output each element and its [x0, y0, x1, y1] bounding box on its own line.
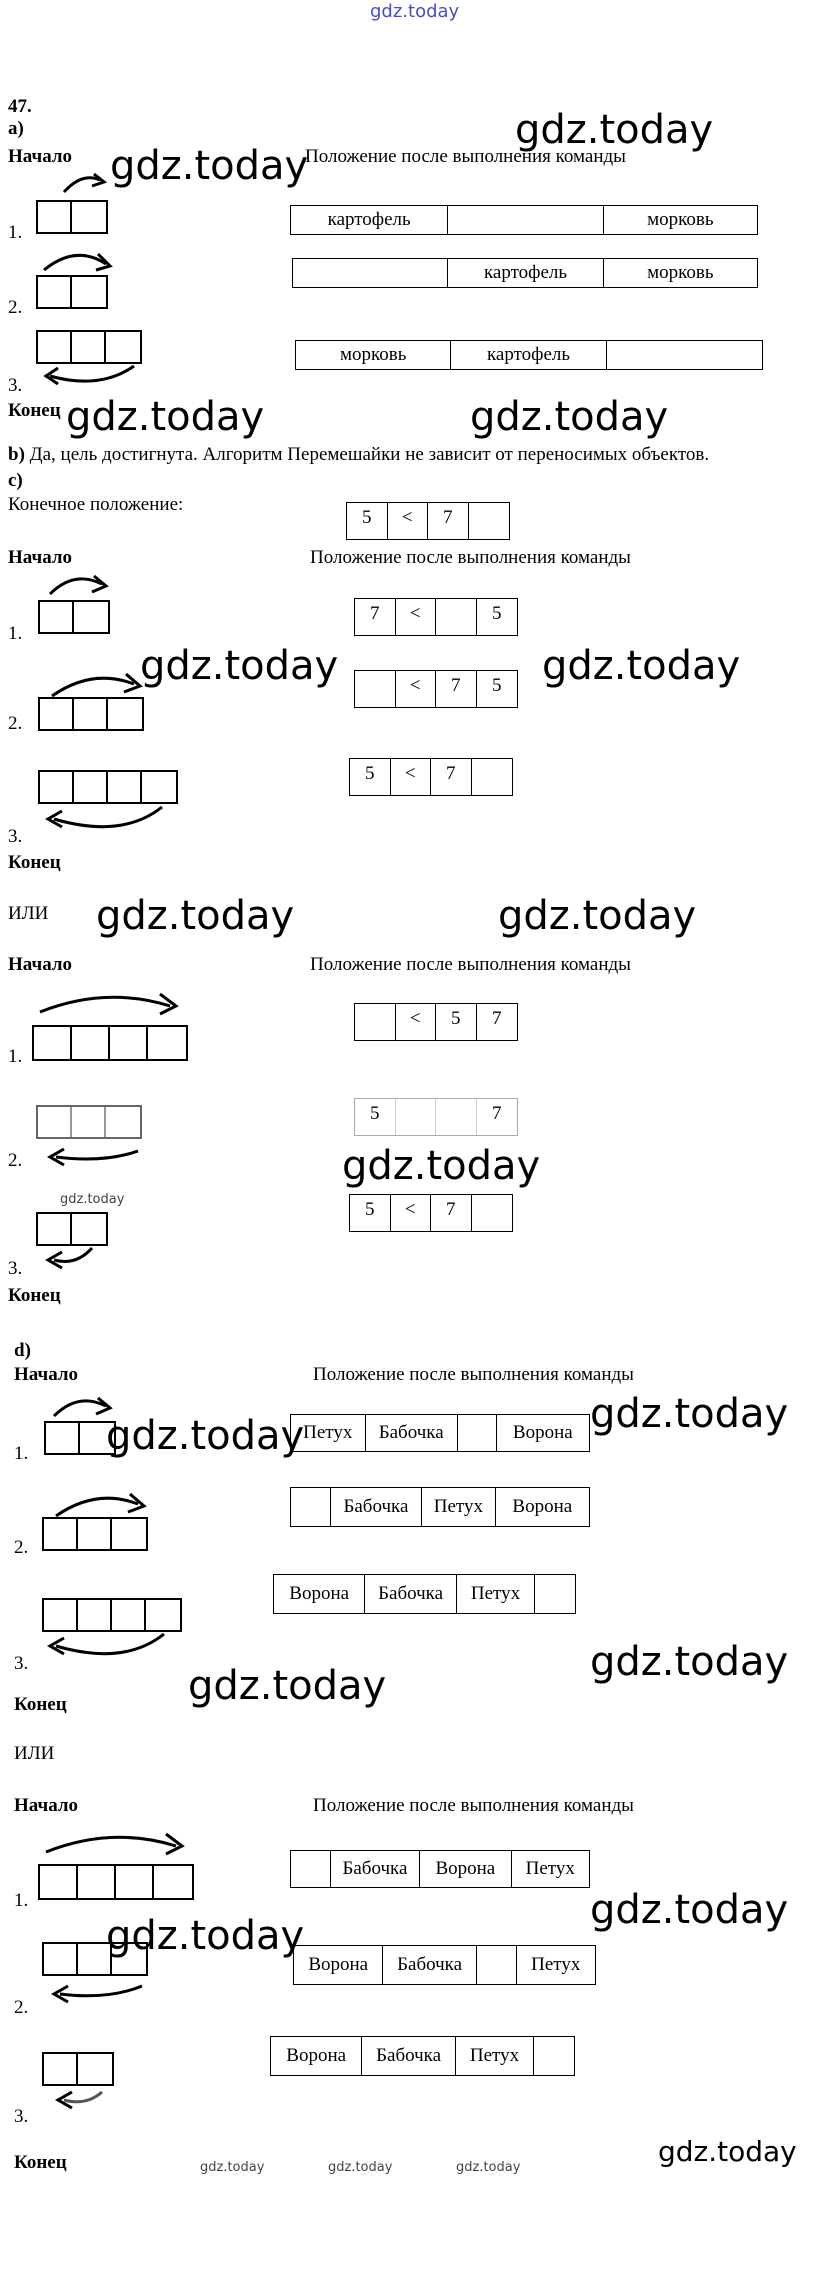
- curved-arrow-icon: [40, 248, 120, 278]
- result-cell: [436, 599, 477, 635]
- result-cell: Петух: [457, 1575, 535, 1613]
- command-boxes: [38, 600, 110, 634]
- result-cell: морковь: [296, 341, 451, 369]
- step-number: 2.: [8, 713, 23, 734]
- command-boxes: [38, 1864, 194, 1900]
- step-number: 1.: [8, 623, 23, 644]
- result-cell: Бабочка: [383, 1946, 476, 1984]
- result-cell: 5: [355, 1099, 396, 1135]
- result-cell: [477, 1946, 517, 1984]
- step-number: 3.: [14, 1653, 29, 1674]
- result-cell: <: [396, 599, 437, 635]
- result-cell: 7: [491, 1008, 502, 1029]
- result-cell: картофель: [448, 259, 603, 287]
- result-cell: картофель: [451, 341, 606, 369]
- command-boxes: [36, 200, 108, 234]
- step-number: 2.: [8, 297, 23, 318]
- part-d-end: Конец: [14, 1694, 67, 1715]
- watermark-small[interactable]: gdz.today: [456, 2160, 521, 2175]
- result-cell: [291, 1488, 331, 1526]
- command-boxes: [36, 275, 108, 309]
- watermark-small[interactable]: gdz.today: [60, 1192, 125, 1207]
- result-cell: 5: [436, 1004, 477, 1040]
- step-number: 2.: [14, 1997, 29, 2018]
- command-boxes: [42, 1598, 182, 1632]
- watermark-small[interactable]: gdz.today: [200, 2160, 265, 2175]
- or-label: ИЛИ: [14, 1743, 55, 1764]
- result-cell: Ворона: [274, 1575, 365, 1613]
- final-cell: 7: [428, 503, 469, 539]
- curved-arrow-icon: [52, 1490, 152, 1520]
- part-d-header: Положение после выполнения команды: [313, 1364, 634, 1385]
- result-cell: [355, 671, 396, 707]
- final-position-label: Конечное положение:: [8, 494, 184, 515]
- result-cell: 5: [491, 675, 502, 696]
- part-d-alt-start: Начало: [14, 1795, 79, 1816]
- command-boxes: [42, 1517, 148, 1551]
- result-cell: [396, 1099, 437, 1135]
- result-cell: Бабочка: [366, 1415, 458, 1451]
- final-cell: <: [388, 503, 429, 539]
- final-cell: 5: [347, 503, 388, 539]
- result-cell: <: [396, 671, 437, 707]
- result-cell: Бабочка: [365, 1575, 456, 1613]
- step-number: 3.: [8, 375, 23, 396]
- command-boxes: [38, 770, 178, 804]
- result-cell: [472, 1195, 512, 1231]
- watermark[interactable]: gdz.today: [470, 394, 669, 440]
- command-boxes: [38, 697, 144, 731]
- watermark[interactable]: gdz.today: [106, 1413, 305, 1459]
- result-cell: [436, 1099, 477, 1135]
- watermark-top[interactable]: gdz.today: [370, 1, 460, 22]
- command-boxes: [36, 330, 142, 364]
- result-cell: [472, 759, 512, 795]
- result-cell: 5: [350, 759, 391, 795]
- watermark[interactable]: gdz.today: [96, 893, 295, 939]
- result-cell: Бабочка: [331, 1851, 420, 1887]
- command-boxes: [36, 1105, 142, 1139]
- result-row: [354, 670, 518, 708]
- result-cell: <: [391, 1195, 432, 1231]
- part-d-alt-end: Конец: [14, 2152, 67, 2173]
- curved-arrow-icon: [42, 805, 172, 835]
- result-cell: 5: [491, 603, 502, 624]
- result-cell: [448, 206, 603, 234]
- step-number: 1.: [14, 1443, 29, 1464]
- result-cell: Бабочка: [331, 1488, 422, 1526]
- result-cell: [291, 1851, 331, 1887]
- result-cell: картофель: [291, 206, 448, 234]
- part-d-label: d): [14, 1340, 31, 1361]
- watermark[interactable]: gdz.today: [590, 1639, 789, 1685]
- result-row: [354, 598, 518, 636]
- result-cell: [607, 341, 762, 369]
- result-cell: морковь: [647, 262, 714, 283]
- curved-arrow-icon: [48, 1980, 148, 2010]
- problem-number: 47.: [8, 96, 32, 117]
- step-number: 1.: [8, 222, 23, 243]
- watermark[interactable]: gdz.today: [66, 394, 265, 440]
- result-cell: 7: [436, 671, 477, 707]
- command-boxes: [42, 2052, 114, 2086]
- part-c-end: Конец: [8, 852, 61, 873]
- part-a-header: Положение после выполнения команды: [305, 146, 626, 167]
- final-row: [346, 502, 510, 540]
- result-cell: 7: [431, 759, 472, 795]
- result-cell: Петух: [531, 1954, 581, 1975]
- result-cell: 7: [491, 1103, 502, 1124]
- command-boxes: [32, 1025, 188, 1061]
- part-a-start: Начало: [8, 146, 73, 167]
- result-row: [290, 205, 758, 235]
- result-cell: 5: [350, 1195, 391, 1231]
- part-a-end: Конец: [8, 400, 61, 421]
- part-b-label: b): [8, 444, 25, 465]
- command-boxes: [36, 1212, 108, 1246]
- watermark[interactable]: gdz.today: [342, 1143, 541, 1189]
- watermark[interactable]: gdz.today: [590, 1391, 789, 1437]
- step-number: 1.: [8, 1046, 23, 1067]
- watermark[interactable]: gdz.today: [110, 143, 309, 189]
- step-number: 2.: [8, 1150, 23, 1171]
- curved-arrow-icon: [46, 570, 116, 600]
- curved-arrow-icon: [40, 1246, 100, 1276]
- result-row: [290, 1850, 590, 1888]
- curved-arrow-icon: [50, 2086, 110, 2116]
- part-d-start: Начало: [14, 1364, 79, 1385]
- result-cell: Петух: [422, 1488, 496, 1526]
- result-cell: 7: [355, 599, 396, 635]
- result-cell: Петух: [525, 1858, 575, 1879]
- result-row: [292, 258, 758, 288]
- final-cell: [469, 503, 509, 539]
- result-row: [349, 758, 513, 796]
- result-cell: <: [396, 1004, 437, 1040]
- part-d-alt-header: Положение после выполнения команды: [313, 1795, 634, 1816]
- result-row: [290, 1414, 590, 1452]
- watermark[interactable]: gdz.today: [188, 1663, 387, 1709]
- result-cell: [534, 2037, 574, 2075]
- part-c-alt-start: Начало: [8, 954, 73, 975]
- watermark[interactable]: gdz.today: [498, 893, 697, 939]
- result-row: [273, 1574, 576, 1614]
- step-number: 3.: [8, 826, 23, 847]
- result-row: [290, 1487, 590, 1527]
- result-cell: [458, 1415, 497, 1451]
- result-row: [293, 1945, 596, 1985]
- result-row: [295, 340, 763, 370]
- watermark[interactable]: gdz.today: [515, 107, 714, 153]
- watermark[interactable]: gdz.today: [590, 1887, 789, 1933]
- result-cell: Ворона: [271, 2037, 362, 2075]
- curved-arrow-icon: [48, 670, 148, 700]
- result-cell: Ворона: [512, 1422, 573, 1443]
- result-cell: Ворона: [420, 1851, 511, 1887]
- result-row: [354, 1098, 518, 1136]
- curved-arrow-icon: [42, 1830, 192, 1860]
- result-cell: Бабочка: [362, 2037, 455, 2075]
- part-c-alt-header: Положение после выполнения команды: [310, 954, 631, 975]
- or-label: ИЛИ: [8, 903, 49, 924]
- step-number: 3.: [14, 2106, 29, 2127]
- result-cell: [535, 1575, 575, 1613]
- result-cell: [293, 259, 448, 287]
- result-cell: Ворона: [512, 1496, 573, 1517]
- part-c-header: Положение после выполнения команды: [310, 547, 631, 568]
- step-number: 1.: [14, 1890, 29, 1911]
- watermark[interactable]: gdz.today: [106, 1913, 305, 1959]
- step-number: 3.: [8, 1258, 23, 1279]
- step-number: 2.: [14, 1537, 29, 1558]
- part-b-text: Да, цель достигнута. Алгоритм Перемешайки не зависит от переносимых объектов.: [29, 444, 710, 465]
- watermark[interactable]: gdz.today: [658, 2135, 797, 2168]
- curved-arrow-icon: [44, 1632, 174, 1662]
- part-a-label: a): [8, 118, 24, 139]
- result-cell: 7: [431, 1195, 472, 1231]
- result-cell: Ворона: [294, 1946, 383, 1984]
- result-row: [349, 1194, 513, 1232]
- part-c-alt-end: Конец: [8, 1285, 61, 1306]
- result-cell: морковь: [647, 209, 714, 230]
- curved-arrow-icon: [40, 362, 140, 392]
- result-cell: Петух: [291, 1415, 366, 1451]
- watermark[interactable]: gdz.today: [140, 643, 339, 689]
- result-row: [270, 2036, 575, 2076]
- result-cell: <: [391, 759, 432, 795]
- watermark[interactable]: gdz.today: [542, 643, 741, 689]
- result-row: [354, 1003, 518, 1041]
- result-cell: Петух: [456, 2037, 534, 2075]
- part-b: [8, 444, 709, 466]
- part-c-start: Начало: [8, 547, 73, 568]
- curved-arrow-icon: [36, 990, 186, 1020]
- watermark-small[interactable]: gdz.today: [328, 2160, 393, 2175]
- result-cell: [355, 1004, 396, 1040]
- part-c-label: c): [8, 470, 23, 491]
- curved-arrow-icon: [44, 1143, 144, 1173]
